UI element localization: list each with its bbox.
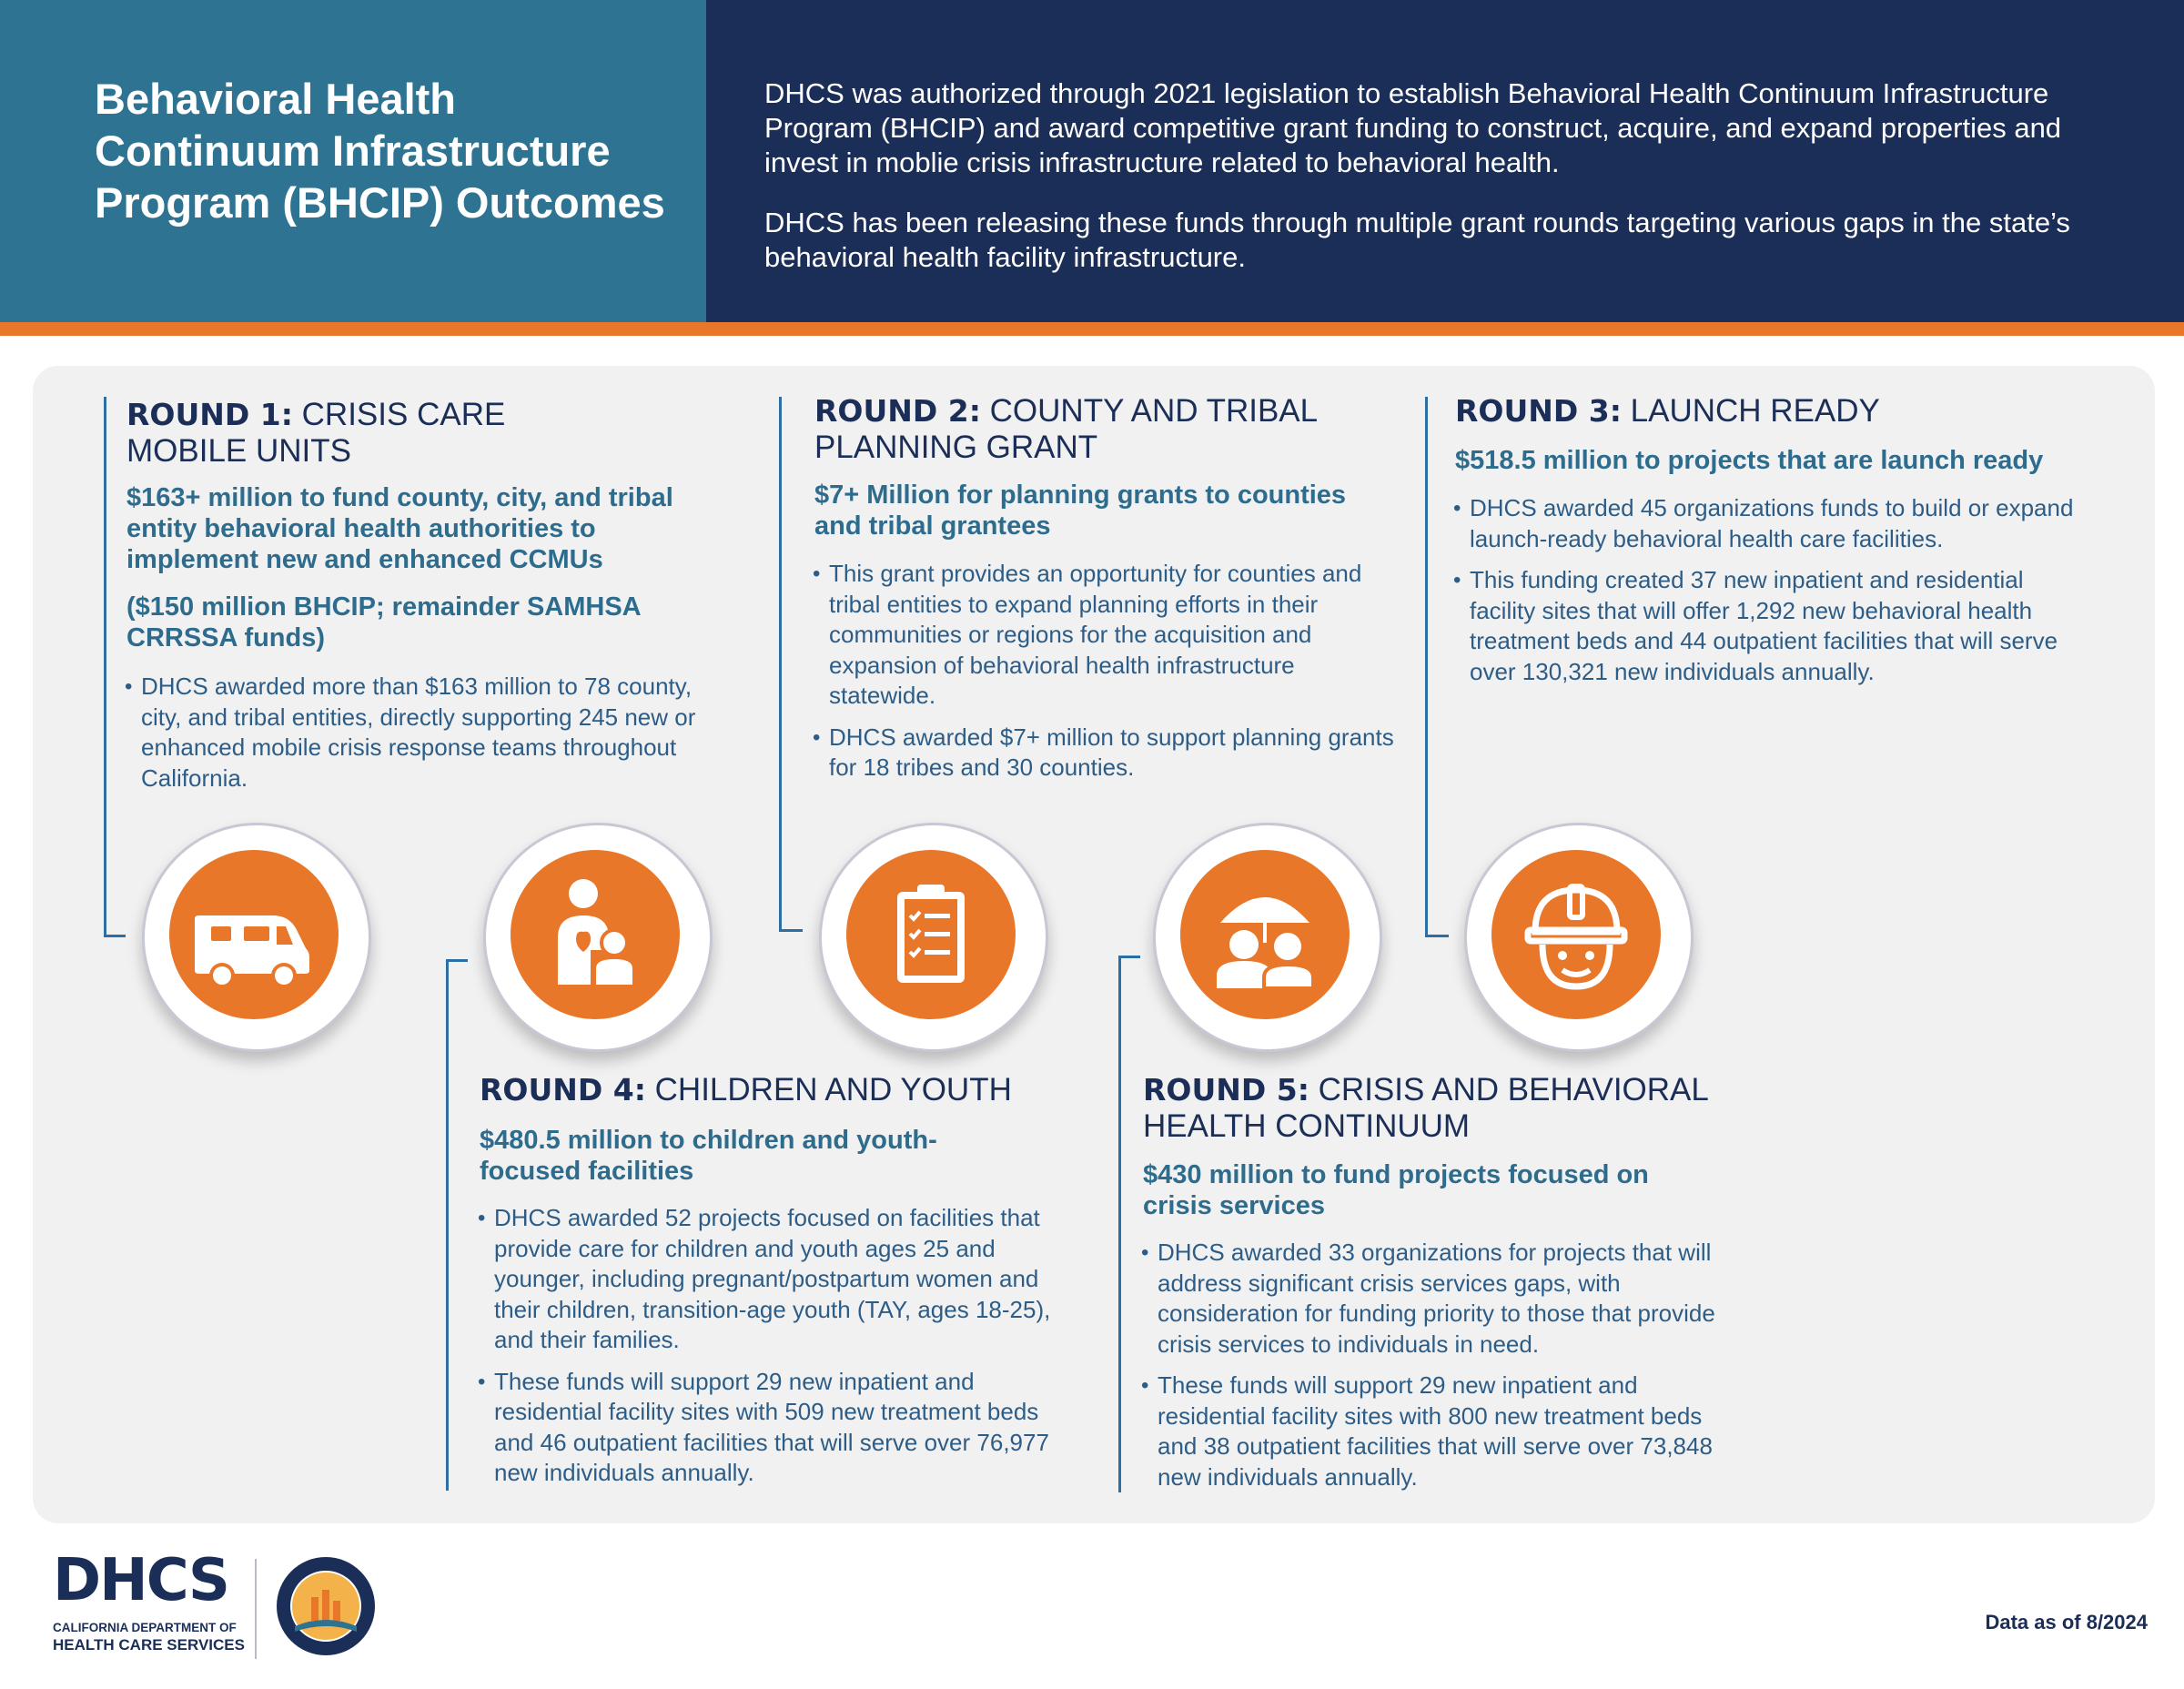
round-5-bullet: • These funds will support 29 new inpatient and residential facility sites with 800 new treatment beds and 38 outpatient facilities that will serve over 73,848 new individuals annually. [1141, 1370, 1724, 1492]
round-2-title [814, 393, 1397, 466]
round-3-name: LAUNCH READY [1630, 393, 1880, 429]
round-5-name: CRISIS AND BEHAVIORAL HEALTH CONTINUUM [1143, 1072, 1708, 1144]
round-3-icon-badge [1464, 823, 1694, 1052]
round-3-bullet: • This funding created 37 new inpatient and residential facility sites that will offer 1,292 new behavioral health treatment beds and 44 outpatient facilities that will serve over 130,321 new individuals annually. [1453, 565, 2090, 687]
round-1-connector-tick [104, 935, 126, 937]
round-4-label: ROUND 4: [480, 1072, 646, 1107]
round-2-icon-badge [819, 823, 1048, 1052]
round-2-bullet: • DHCS awarded $7+ million to support planning grants for 18 tribes and 30 counties. [813, 723, 1404, 784]
round-3-funding: $518.5 million to projects that are launch ready [1455, 446, 2044, 475]
bhcip-seal-icon [275, 1555, 377, 1657]
round-4-bullet: • These funds will support 29 new inpatient and residential facility sites with 509 new treatment beds and 46 outpatient facilities that will serve over 76,977 new individuals annually. [478, 1367, 1060, 1489]
round-2-connector-tick [779, 929, 803, 932]
umbrella-people-icon [1197, 866, 1333, 1003]
round-1-funding-note: ($150 million BHCIP; remainder SAMHSA CRRSSA funds) [126, 592, 641, 652]
round-4-name: CHILDREN AND YOUTH [654, 1072, 1012, 1107]
round-1-connector [104, 397, 106, 937]
round-1-title [126, 397, 600, 470]
round-3-connector-tick [1425, 935, 1449, 937]
round-1-name: CRISIS CARE MOBILE UNITS [126, 397, 506, 469]
round-2-funding: $7+ Million for planning grants to counties and tribal grantees [814, 480, 1347, 541]
dhcs-logo [53, 1547, 399, 1661]
round-5-icon-badge [1153, 823, 1382, 1052]
round-5-label: ROUND 5: [1143, 1072, 1309, 1107]
intro-paragraph-2: DHCS has been releasing these funds through multiple grant rounds targeting various gaps in the state’s behavioral health facility infrastructure. [764, 207, 2070, 273]
parent-child-heart-icon [527, 866, 663, 1003]
round-4-bullets [478, 1203, 1060, 1500]
round-4-bullet: • DHCS awarded 52 projects focused on facilities that provide care for children and youth ages 25 and younger, including pregnant/postpartum women and their children, transition-age youth (TAY, ages 18-25), and their families. [478, 1203, 1060, 1356]
round-3-bullet: • DHCS awarded 45 organizations funds to build or expand launch-ready behavioral health care facilities. [1453, 493, 2090, 554]
logo-divider [255, 1559, 257, 1659]
round-5-funding: $430 million to fund projects focused on crisis services [1143, 1160, 1649, 1220]
round-2-bullet: • This grant provides an opportunity for counties and tribal entities to expand planning efforts in their communities or regions for the acquisition and expansion of behavioral health infrastructure statewide. [813, 559, 1404, 712]
intro-paragraph-1: DHCS was authorized through 2021 legislation to establish Behavioral Health Continuum Infrastructure Program (BHCIP) and award competitive grant funding to construct, acquire, and expand properties and invest in moblie crisis infrastructure related to behavioral health. [764, 77, 2062, 178]
round-4-connector-tick [446, 959, 468, 962]
round-1-bullet: • DHCS awarded more than $163 million to 78 county, city, and tribal entities, directly supporting 245 new or enhanced mobile crisis response teams throughout California. [125, 672, 716, 794]
round-1-funding: $163+ million to fund county, city, and tribal entity behavioral health authorities to implement new and enhanced CCMUs [126, 483, 673, 574]
dhcs-wordmark: DHCS [53, 1547, 228, 1614]
hard-hat-worker-icon [1508, 866, 1644, 1003]
round-4-funding: $480.5 million to children and youth-focused facilities [480, 1126, 937, 1186]
round-4-icon-badge [483, 823, 713, 1052]
round-3-connector [1425, 397, 1428, 937]
round-2-bullets [813, 559, 1404, 794]
mobile-van-icon [186, 866, 322, 1003]
dhcs-subtitle-2: HEALTH CARE SERVICES [53, 1636, 245, 1654]
round-1-icon-badge [142, 823, 371, 1052]
round-2-connector [779, 397, 782, 932]
round-4-title [480, 1072, 1098, 1108]
clipboard-checklist-icon [863, 866, 999, 1003]
round-5-title [1143, 1072, 1762, 1145]
header-accent-bar [0, 322, 2184, 336]
dhcs-subtitle-1: CALIFORNIA DEPARTMENT OF [53, 1621, 237, 1634]
round-5-bullet: • DHCS awarded 33 organizations for projects that will address significant crisis services gaps, with consideration for funding priority to those that provide crisis services to individuals in need. [1141, 1238, 1724, 1360]
page-title: Behavioral Health Continuum Infrastructure Program (BHCIP) Outcomes [95, 75, 665, 227]
round-1-bullets [125, 672, 716, 804]
round-5-connector-tick [1118, 956, 1140, 958]
round-3-title [1455, 393, 2110, 430]
round-5-connector [1118, 956, 1121, 1492]
round-3-bullets [1453, 493, 2090, 698]
data-date: Data as of 8/2024 [1985, 1611, 2148, 1633]
round-3-label: ROUND 3: [1455, 393, 1622, 429]
round-2-name: COUNTY AND TRIBAL PLANNING GRANT [814, 393, 1317, 465]
round-5-bullets [1141, 1238, 1724, 1503]
round-1-label: ROUND 1: [126, 397, 293, 432]
round-2-label: ROUND 2: [814, 393, 981, 429]
round-4-connector [446, 959, 449, 1491]
